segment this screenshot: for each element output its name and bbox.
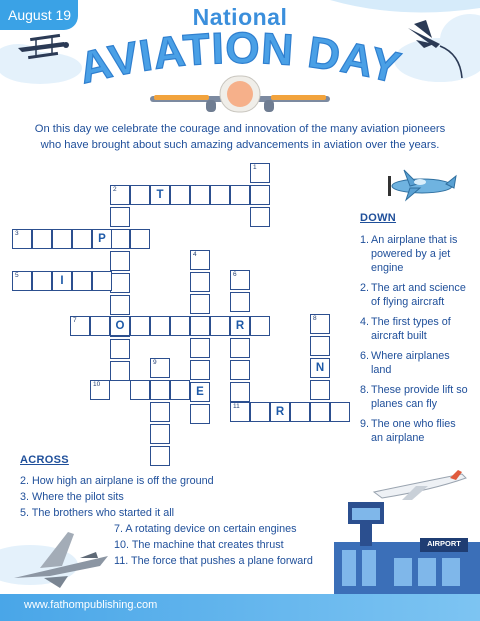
crossword-cell[interactable] bbox=[230, 402, 250, 422]
down-clue-list bbox=[360, 233, 470, 451]
clue-number: 10 bbox=[93, 381, 101, 388]
across-clue: 7. A rotating device on certain engines bbox=[114, 523, 297, 535]
down-clue: 9. The one who flies an airplane bbox=[360, 418, 456, 444]
crossword-cell[interactable] bbox=[250, 402, 270, 422]
crossword-cell[interactable] bbox=[190, 404, 210, 424]
crossword-cell[interactable] bbox=[52, 271, 72, 291]
crossword-cell[interactable] bbox=[110, 273, 130, 293]
fighter-jet-icon bbox=[10, 528, 112, 590]
crossword-cell[interactable] bbox=[72, 271, 92, 291]
given-letter: O bbox=[115, 320, 125, 332]
given-letter: P bbox=[98, 233, 106, 245]
crossword-cell[interactable] bbox=[310, 358, 330, 378]
given-letter: T bbox=[156, 189, 164, 201]
crossword-cell[interactable] bbox=[310, 314, 330, 334]
down-clue: 1. An airplane that is powered by a jet engine bbox=[360, 234, 458, 274]
crossword-cell[interactable] bbox=[32, 229, 52, 249]
crossword-cell[interactable] bbox=[170, 380, 190, 400]
crossword-cell[interactable] bbox=[130, 316, 150, 336]
crossword-cell[interactable] bbox=[52, 229, 72, 249]
crossword-cell[interactable] bbox=[110, 361, 130, 381]
crossword-cell[interactable] bbox=[110, 295, 130, 315]
crossword-cell[interactable] bbox=[110, 229, 130, 249]
crossword-cell[interactable] bbox=[110, 207, 130, 227]
across-clue: 5. The brothers who started it all bbox=[20, 507, 175, 519]
crossword-cell[interactable] bbox=[150, 358, 170, 378]
crossword-cell[interactable] bbox=[230, 185, 250, 205]
clue-number: 8 bbox=[313, 315, 317, 322]
date-badge: August 19 bbox=[0, 0, 78, 30]
crossword-cell[interactable] bbox=[150, 402, 170, 422]
crossword-cell[interactable] bbox=[310, 380, 330, 400]
crossword-cell[interactable] bbox=[110, 251, 130, 271]
crossword-cell[interactable] bbox=[190, 382, 210, 402]
airport-sign: AIRPORT bbox=[427, 539, 461, 548]
airplane-front-icon bbox=[150, 72, 330, 116]
across-clue: 10. The machine that creates thrust bbox=[114, 539, 284, 551]
airliner-icon bbox=[372, 470, 468, 504]
clue-number: 11 bbox=[233, 403, 240, 410]
crossword-cell[interactable] bbox=[170, 316, 190, 336]
crossword-cell[interactable] bbox=[250, 316, 270, 336]
crossword-cell[interactable] bbox=[170, 185, 190, 205]
crossword-cell[interactable] bbox=[150, 446, 170, 466]
crossword-cell[interactable] bbox=[190, 360, 210, 380]
crossword-cell[interactable] bbox=[12, 229, 32, 249]
intro-text: On this day we celebrate the courage and innovation of the many aviation pioneers who have brought about such amazing advancements in aviation over the years. bbox=[34, 123, 446, 151]
crossword-cell[interactable] bbox=[110, 185, 130, 205]
clue-number: 3 bbox=[15, 230, 19, 237]
down-clue: 4. The first types of aircraft built bbox=[360, 316, 451, 342]
crossword-cell[interactable] bbox=[310, 336, 330, 356]
crossword-cell[interactable] bbox=[90, 380, 110, 400]
given-letter: R bbox=[235, 320, 245, 332]
crossword-cell[interactable] bbox=[190, 338, 210, 358]
clue-number: 6 bbox=[233, 271, 237, 278]
crossword-cell[interactable] bbox=[190, 316, 210, 336]
crossword-cell[interactable] bbox=[150, 380, 170, 400]
across-clue: 3. Where the pilot sits bbox=[20, 491, 124, 503]
crossword-cell[interactable] bbox=[150, 185, 170, 205]
crossword-cell[interactable] bbox=[230, 360, 250, 380]
crossword-cell[interactable] bbox=[92, 271, 112, 291]
crossword-cell[interactable] bbox=[230, 316, 250, 336]
crossword-cell[interactable] bbox=[190, 250, 210, 270]
crossword-cell[interactable] bbox=[150, 424, 170, 444]
across-heading: ACROSS bbox=[20, 454, 69, 466]
crossword-cell[interactable] bbox=[130, 380, 150, 400]
crossword-cell[interactable] bbox=[330, 402, 350, 422]
crossword-cell[interactable] bbox=[310, 402, 330, 422]
crossword-cell[interactable] bbox=[210, 185, 230, 205]
clue-number: 2 bbox=[113, 186, 117, 193]
crossword-cell[interactable] bbox=[250, 185, 270, 205]
clue-number: 4 bbox=[193, 251, 197, 258]
clue-number: 5 bbox=[15, 272, 19, 279]
given-letter: E bbox=[196, 386, 204, 398]
crossword-cell[interactable] bbox=[110, 339, 130, 359]
given-letter: I bbox=[60, 275, 64, 287]
crossword-cell[interactable] bbox=[190, 272, 210, 292]
across-clue: 11. The force that pushes a plane forward bbox=[114, 555, 313, 567]
crossword-cell[interactable] bbox=[150, 316, 170, 336]
crossword-cell[interactable] bbox=[270, 402, 290, 422]
given-letter: R bbox=[275, 406, 285, 418]
title-national: National bbox=[192, 4, 288, 30]
given-letter: N bbox=[315, 362, 325, 374]
crossword-cell[interactable] bbox=[250, 207, 270, 227]
crossword-cell[interactable] bbox=[90, 316, 110, 336]
crossword-cell[interactable] bbox=[190, 294, 210, 314]
crossword-cell[interactable] bbox=[92, 229, 112, 249]
across-clue: 2. How high an airplane is off the ground bbox=[20, 475, 214, 487]
crossword-cell[interactable] bbox=[130, 229, 150, 249]
crossword-cell[interactable] bbox=[32, 271, 52, 291]
biplane-icon bbox=[14, 32, 72, 62]
down-clue: 2. The art and science of flying aircraft bbox=[360, 282, 466, 308]
clue-number: 9 bbox=[153, 359, 157, 366]
crossword-cell[interactable] bbox=[250, 163, 270, 183]
crossword-cell[interactable] bbox=[130, 185, 150, 205]
crossword-cell[interactable] bbox=[70, 316, 90, 336]
crossword-cell[interactable] bbox=[190, 185, 210, 205]
clue-number: 1 bbox=[253, 164, 257, 171]
crossword-cell[interactable] bbox=[290, 402, 310, 422]
crossword-cell[interactable] bbox=[230, 382, 250, 402]
propeller-plane-icon bbox=[384, 166, 460, 204]
crossword-cell[interactable] bbox=[230, 338, 250, 358]
jet-climbing-icon bbox=[400, 14, 470, 84]
crossword-cell[interactable] bbox=[230, 292, 250, 312]
crossword-cell[interactable] bbox=[110, 316, 130, 336]
crossword-cell[interactable] bbox=[210, 316, 230, 336]
title-main-text: AVIATION DAY bbox=[74, 24, 406, 94]
crossword-cell[interactable] bbox=[12, 271, 32, 291]
clue-number: 7 bbox=[73, 317, 77, 324]
down-heading: DOWN bbox=[360, 212, 397, 224]
down-clue: 8. These provide lift so planes can fly bbox=[360, 384, 468, 410]
airport-tower-icon bbox=[334, 502, 480, 594]
down-clue: 6. Where airplanes land bbox=[360, 350, 450, 376]
footer-url[interactable]: www.fathompublishing.com bbox=[24, 599, 158, 611]
crossword-cell[interactable] bbox=[230, 270, 250, 290]
crossword-cell[interactable] bbox=[72, 229, 92, 249]
